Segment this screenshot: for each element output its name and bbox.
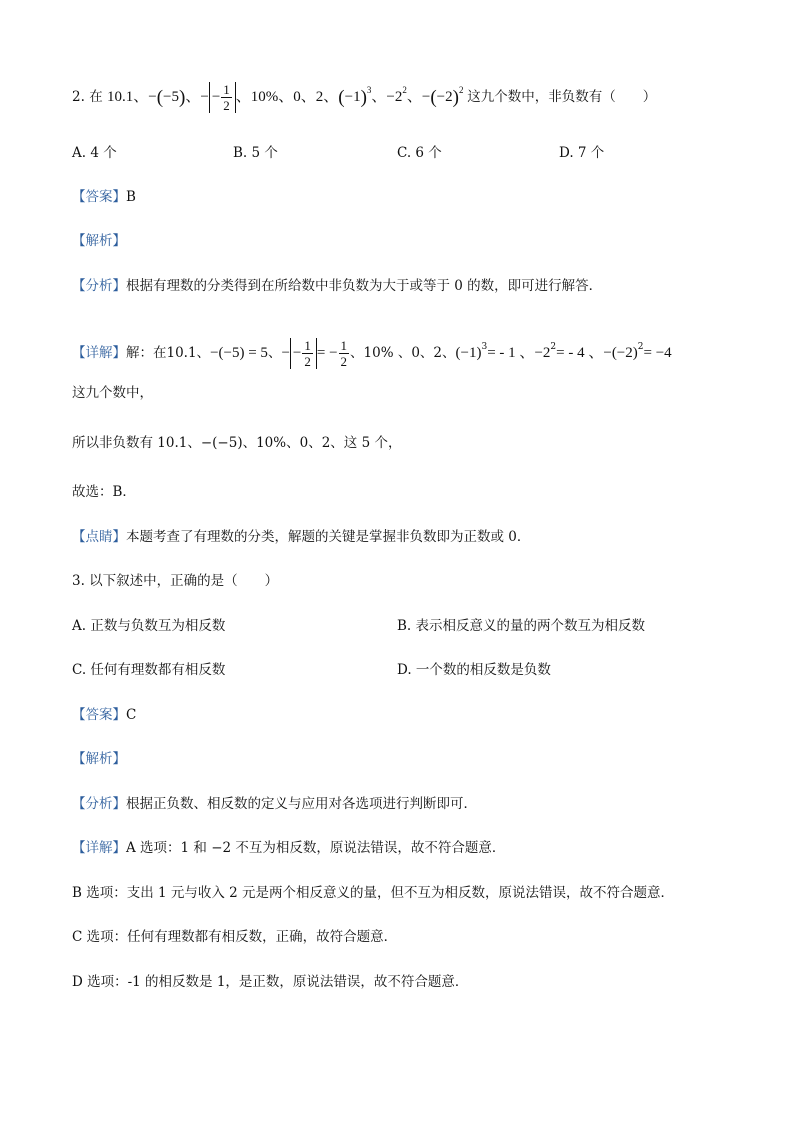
frac-num: 1 bbox=[223, 82, 230, 98]
q2-line2: 这九个数中， bbox=[72, 385, 153, 401]
xiangjie-p3: 、10% 、0、2、 bbox=[350, 345, 456, 361]
expr-d-exp: 3 bbox=[366, 85, 372, 95]
q2-answer bbox=[72, 187, 136, 207]
expr-b-post: 、− bbox=[185, 89, 209, 105]
fenxi-tag: 【分析】 bbox=[72, 278, 126, 294]
xiangjie-intro: 解：在10.1、 bbox=[126, 345, 211, 361]
q2-option-b: B. 5 个 bbox=[233, 145, 278, 161]
q3-answer bbox=[72, 705, 136, 725]
frac2-num: 1 bbox=[304, 338, 311, 353]
q2-option-a: A. 4 个 bbox=[72, 145, 117, 161]
expr-e-exp: 2 bbox=[402, 85, 407, 95]
q2-option-c: C. 6 个 bbox=[397, 145, 442, 161]
q3-fenxi-text: 根据正负数、相反数的定义与应用对各选项进行判断即可． bbox=[126, 796, 477, 812]
q2-fenxi bbox=[72, 276, 602, 296]
fraction-half bbox=[221, 82, 232, 113]
q3-fenxi bbox=[72, 794, 477, 814]
frac-den: 2 bbox=[223, 98, 230, 114]
expr-b-in: −5 bbox=[163, 89, 180, 105]
expr-d-in: −1 bbox=[344, 89, 361, 105]
q3-line-a: A 选项：1 和 −2 不互为相反数，原说法错误，故不符合题意． bbox=[126, 840, 506, 856]
q3-fenxi-tag: 【分析】 bbox=[72, 796, 126, 812]
q2-line4: 故选：B． bbox=[72, 484, 136, 500]
xiangjie-p6: (−2) bbox=[611, 345, 638, 361]
xiangjie-p4-post: = - 1 、 bbox=[487, 345, 535, 361]
fraction-half-3 bbox=[339, 338, 350, 369]
q2-stem bbox=[72, 80, 656, 113]
expr-a: 10.1、 bbox=[106, 89, 149, 105]
q3-answer-tag: 【答案】 bbox=[72, 707, 126, 723]
frac3-den: 2 bbox=[340, 354, 348, 369]
q3-line-b: B 选项：支出 1 元与收入 2 元是两个相反意义的量，但不互为相反数，原说法错误，故不符合题意． bbox=[72, 885, 675, 901]
q2-analysis-tag: 【解析】 bbox=[72, 233, 126, 249]
q3-option-c: C. 任何有理数都有相反数 bbox=[72, 662, 226, 678]
fenxi-text: 根据有理数的分类得到在所给数中非负数为大于或等于 0 的数，即可进行解答． bbox=[126, 278, 603, 294]
abs-half-2: − $\frac{1}{2}$ bbox=[290, 338, 317, 369]
dianjing-text: 本题考查了有理数的分类，解题的关键是掌握非负数即为正数或 0． bbox=[126, 529, 531, 545]
xiangjie-sep: 、 bbox=[267, 345, 282, 361]
dianjing-tag: 【点睛】 bbox=[72, 529, 126, 545]
q3-analysis-tag: 【解析】 bbox=[72, 751, 126, 767]
expr-f-pre: 、− bbox=[406, 89, 431, 105]
q3-option-b: B. 表示相反意义的量的两个数互为相反数 bbox=[397, 618, 646, 634]
xiangjie-tag: 【详解】 bbox=[72, 345, 126, 361]
expr-e: 、−2 bbox=[371, 89, 403, 105]
q3-line-d: D 选项：-1 的相反数是 1，是正数，原说法错误，故不符合题意． bbox=[72, 974, 469, 990]
q2-stem-prefix: 在 bbox=[89, 89, 103, 105]
q2-dianjing bbox=[72, 527, 530, 547]
xiangjie-p2-post: = − bbox=[316, 345, 338, 361]
q3-option-d: D. 一个数的相反数是负数 bbox=[397, 662, 551, 678]
xiangjie-p2-pre: − bbox=[281, 345, 290, 361]
abs-half: − $\frac{1}{2}$ bbox=[209, 82, 236, 113]
expr-f-exp: 2 bbox=[458, 85, 464, 95]
xiangjie-p5-post: = - 4 、− bbox=[556, 345, 612, 361]
frac3-num: 1 bbox=[340, 338, 348, 353]
fraction-half-2 bbox=[302, 338, 313, 369]
expr-b-pre: − bbox=[148, 89, 157, 105]
q3-xiangjie bbox=[72, 838, 505, 858]
xiangjie-p5: −2 bbox=[534, 345, 551, 361]
q2-number: 2. bbox=[72, 89, 85, 105]
q2-stem-suffix: 这九个数中，非负数有（ ） bbox=[467, 89, 657, 105]
xiangjie-p6-exp: 2 bbox=[637, 342, 644, 352]
q3-xiangjie-tag: 【详解】 bbox=[72, 840, 126, 856]
q2-expression: 10.1、−(−5)、− − $\frac{1}{2}$ 、10%、0、2、$(-1)^3$、$-2^2$、$-(-2)^2$ bbox=[106, 82, 464, 114]
answer-tag: 【答案】 bbox=[72, 189, 126, 205]
q3-stem: 3. 以下叙述中，正确的是（ ） bbox=[72, 573, 279, 589]
q3-answer-value: C bbox=[126, 707, 137, 723]
q3-line-c: C 选项：任何有理数都有相反数，正确，故符合题意． bbox=[72, 929, 398, 945]
expr-c-post: 、10%、0、2、 bbox=[235, 89, 339, 105]
xiangjie-p4-exp: 3 bbox=[481, 342, 488, 352]
xiangjie-p5-exp: 2 bbox=[550, 342, 557, 352]
xiangjie-p1: −(−5) = 5 bbox=[210, 345, 268, 361]
q2-xiangjie bbox=[72, 337, 672, 369]
answer-value: B bbox=[126, 189, 136, 205]
expr-f-in: −2 bbox=[436, 89, 453, 105]
xiangjie-p6-post: = −4 bbox=[643, 345, 672, 361]
xiangjie-p4: (−1) bbox=[455, 345, 482, 361]
frac2-den: 2 bbox=[304, 354, 311, 369]
q2-line3: 所以非负数有 10.1、−(−5)、10%、0、2、这 5 个， bbox=[72, 435, 402, 451]
q3-option-a: A. 正数与负数互为相反数 bbox=[72, 618, 226, 634]
q2-option-d: D. 7 个 bbox=[559, 145, 605, 161]
